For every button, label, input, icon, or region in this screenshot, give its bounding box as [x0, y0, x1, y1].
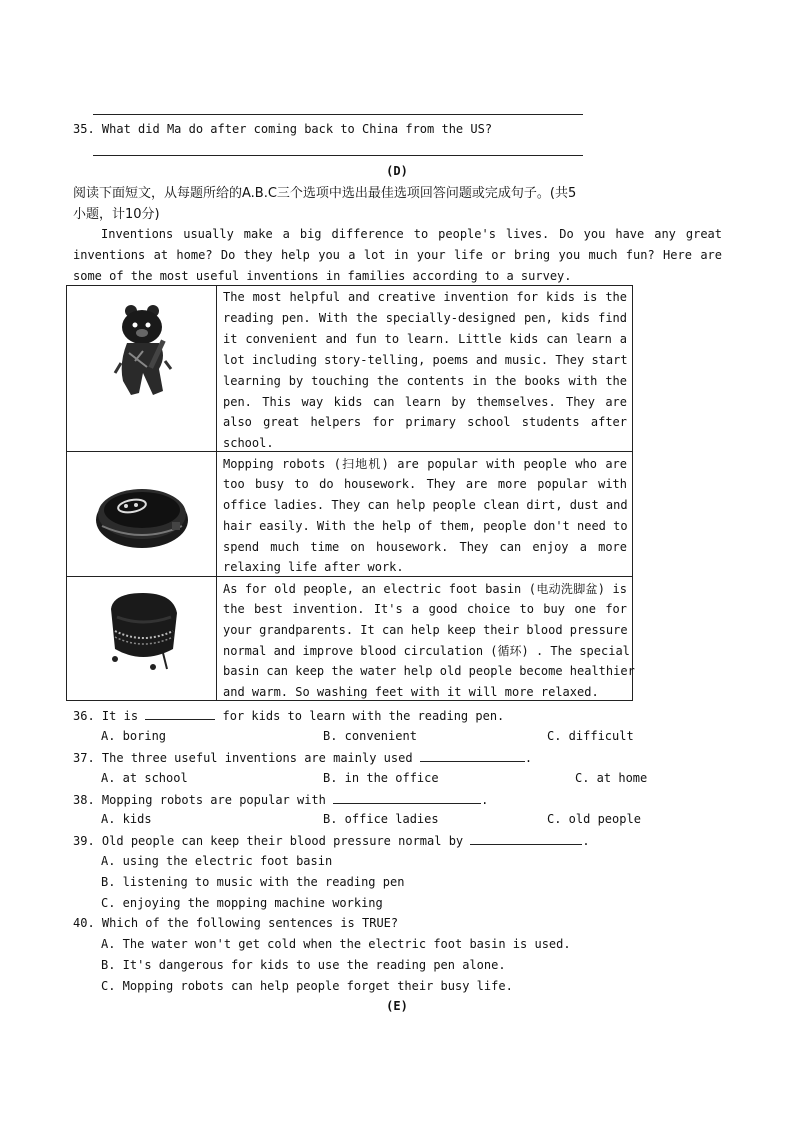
- inventions-table: [66, 285, 633, 701]
- question-stem: It is: [101, 709, 139, 723]
- question-38: [73, 792, 488, 807]
- text-line: also great helpers for primary school students after: [223, 415, 627, 429]
- question-stem: Old people can keep their blood pressure normal by: [101, 834, 464, 848]
- option-a[interactable]: A. The water won't get cold when the electric foot basin is used.: [101, 937, 571, 951]
- text-line: basin can keep the water help old people become healthier: [223, 664, 635, 678]
- question-35: [73, 122, 492, 136]
- table-row: [67, 286, 632, 452]
- question-number: 37.: [73, 751, 95, 765]
- table-row: [67, 452, 632, 577]
- text-line: school.: [223, 436, 274, 450]
- image-cell: [67, 577, 217, 700]
- question-number: 35.: [73, 122, 95, 136]
- answer-blank[interactable]: [145, 708, 215, 720]
- option-c[interactable]: C. difficult: [547, 729, 634, 743]
- image-cell: [67, 286, 217, 451]
- intro-line-3: some of the most useful inventions in families according to a survey.: [73, 269, 572, 283]
- image-cell: [67, 452, 217, 576]
- text-line: normal and improve blood circulation (循环) . The special: [223, 644, 630, 658]
- text-line: The most helpful and creative invention for kids is the: [223, 290, 627, 304]
- mopping-robot-icon: [92, 478, 192, 553]
- instruction-line-2: 小题，计10分): [73, 207, 160, 222]
- intro-line-1: Inventions usually make a big difference to people's lives. Do you have any great: [101, 227, 722, 241]
- question-stem: The three useful inventions are mainly used: [101, 751, 413, 765]
- text-cell: [223, 452, 627, 576]
- text-line: As for old people, an electric foot basin (电动洗脚盆) is: [223, 582, 627, 596]
- text-line: it convenient and fun to learn. Little kids can learn a: [223, 332, 627, 346]
- intro-line-2: inventions at home? Do they help you a lot in your life or bring you much fun? Here are: [73, 248, 722, 262]
- text-line: lot including story-telling, poems and music. They start: [223, 353, 628, 367]
- text-cell: [223, 577, 635, 700]
- instruction-line-1: 阅读下面短文，从每题所给的A.B.C三个选项中选出最佳选项回答问题或完成句子。(共5: [73, 186, 577, 201]
- text-line: too busy to do housework. They are more popular with: [223, 477, 627, 491]
- option-c[interactable]: C. enjoying the mopping machine working: [101, 896, 383, 910]
- text-line: spend much time on housework. They can enjoy a more: [223, 540, 627, 554]
- text-line: reading pen. With the specially-designed pen, kids find: [223, 311, 627, 325]
- option-b[interactable]: B. convenient: [323, 729, 417, 743]
- reading-pen-bear-icon: [109, 303, 179, 403]
- question-number: 40.: [73, 916, 95, 930]
- text-cell: [223, 286, 627, 451]
- answer-line-34[interactable]: [93, 114, 583, 115]
- option-b[interactable]: B. listening to music with the reading pen: [101, 875, 405, 889]
- question-stem: Which of the following sentences is TRUE?: [101, 916, 399, 930]
- question-text: What did Ma do after coming back to China from the US?: [101, 122, 493, 136]
- text-line: learning by touching the contents in the books with the: [223, 374, 627, 388]
- answer-blank[interactable]: [470, 833, 582, 845]
- question-number: 38.: [73, 793, 95, 807]
- text-line: hair easily. With the help of them, people don't need to: [223, 519, 628, 533]
- option-c[interactable]: C. Mopping robots can help people forget their busy life.: [101, 979, 513, 993]
- answer-line-35[interactable]: [93, 155, 583, 156]
- option-a[interactable]: A. kids: [101, 812, 152, 826]
- text-line: your grandparents. It can help keep their blood pressure: [223, 623, 628, 637]
- question-36: [73, 708, 504, 723]
- answer-blank[interactable]: [420, 750, 525, 762]
- text-line: Mopping robots (扫地机) are popular with people who are: [223, 457, 627, 471]
- text-line: relaxing life after work.: [223, 560, 404, 574]
- option-b[interactable]: B. office ladies: [323, 812, 439, 826]
- option-c[interactable]: C. old people: [547, 812, 641, 826]
- section-d-heading: (D): [386, 164, 408, 178]
- text-line: the best invention. It's a good choice to buy one for: [223, 602, 627, 616]
- answer-blank[interactable]: [333, 792, 481, 804]
- section-e-heading: (E): [386, 999, 408, 1013]
- question-number: 39.: [73, 834, 95, 848]
- question-stem-end: .: [582, 834, 590, 848]
- question-stem-end: for kids to learn with the reading pen.: [222, 709, 505, 723]
- text-line: and warm. So washing feet with it will more relaxed.: [223, 685, 599, 699]
- option-b[interactable]: B. in the office: [323, 771, 439, 785]
- option-b[interactable]: B. It's dangerous for kids to use the reading pen alone.: [101, 958, 506, 972]
- option-a[interactable]: A. boring: [101, 729, 167, 743]
- question-stem-end: .: [524, 751, 533, 765]
- question-40: [73, 916, 398, 930]
- question-37: [73, 750, 532, 765]
- text-line: pen. This way kids can learn by themselves. They are: [223, 395, 627, 409]
- question-number: 36.: [73, 709, 95, 723]
- question-stem: Mopping robots are popular with: [101, 793, 326, 807]
- question-39: [73, 833, 590, 848]
- text-line: office ladies. They can help people clean dirt, dust and: [223, 498, 628, 512]
- table-row: [67, 577, 635, 700]
- option-a[interactable]: A. using the electric foot basin: [101, 854, 333, 868]
- option-c[interactable]: C. at home: [575, 771, 648, 785]
- question-stem-end: .: [481, 793, 489, 807]
- option-a[interactable]: A. at school: [101, 771, 188, 785]
- foot-basin-icon: [103, 587, 183, 672]
